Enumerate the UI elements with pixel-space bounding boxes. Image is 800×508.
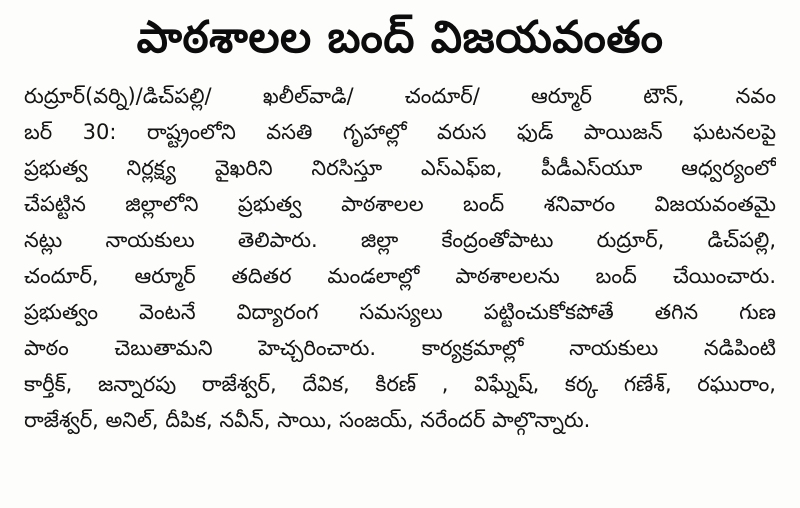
article-line: ప్రభుత్వ నిర్లక్ష్య వైఖరిని నిరసిస్తూ ఎస్ఎఫ్ఐ, పీడీఎస్‌యూ ఆధ్వర్యంలో xyxy=(24,156,776,180)
article-line: రుద్రూర్(వర్ని)/డిచ్‌పల్లి/ ఖలీల్‌వాడి/ చందూర్/ ఆర్మూర్ టౌన్, నవం xyxy=(24,84,776,108)
article-line: బర్ 30: రాష్ట్రంలోని వసతి గృహాల్లో వరుస ఫుడ్ పాయిజన్ ఘటనలపై xyxy=(24,120,776,144)
article-line: చందూర్, ఆర్మూర్ తదితర మండలాల్లో పాఠశాలలను బంద్ చేయించారు. xyxy=(24,264,776,288)
article-headline: పాఠశాలల బంద్ విజయవంతం xyxy=(136,12,664,63)
article-line: పాఠం చెబుతామని హెచ్చరించారు. కార్యక్రమాల్లో నాయకులు నడిపింటి xyxy=(24,336,776,360)
article-line: ప్రభుత్వం వెంటనే విద్యారంగ సమస్యలు పట్టించుకోకపోతే తగిన గుణ xyxy=(24,300,776,324)
article-line: కార్తీక్, జన్నారపు రాజేశ్వర్, దేవిక, కిరణ్ , విఘ్నేష్, కర్క గణేశ్, రఘురాం, xyxy=(24,372,776,396)
article-line: రాజేశ్వర్, అనిల్, దీపిక, నవీన్, సాయి, సంజయ్, నరేందర్ పాల్గొన్నారు. xyxy=(24,408,591,432)
article-line: నట్లు నాయకులు తెలిపారు. జిల్లా కేంద్రంతోపాటు రుద్రూర్, డిచ్‌పల్లి, xyxy=(24,228,776,252)
article-body xyxy=(24,78,776,438)
article-line: చేపట్టిన జిల్లాలోని ప్రభుత్వ పాఠశాలల బంద్ శనివారం విజయవంతమై xyxy=(24,192,776,216)
